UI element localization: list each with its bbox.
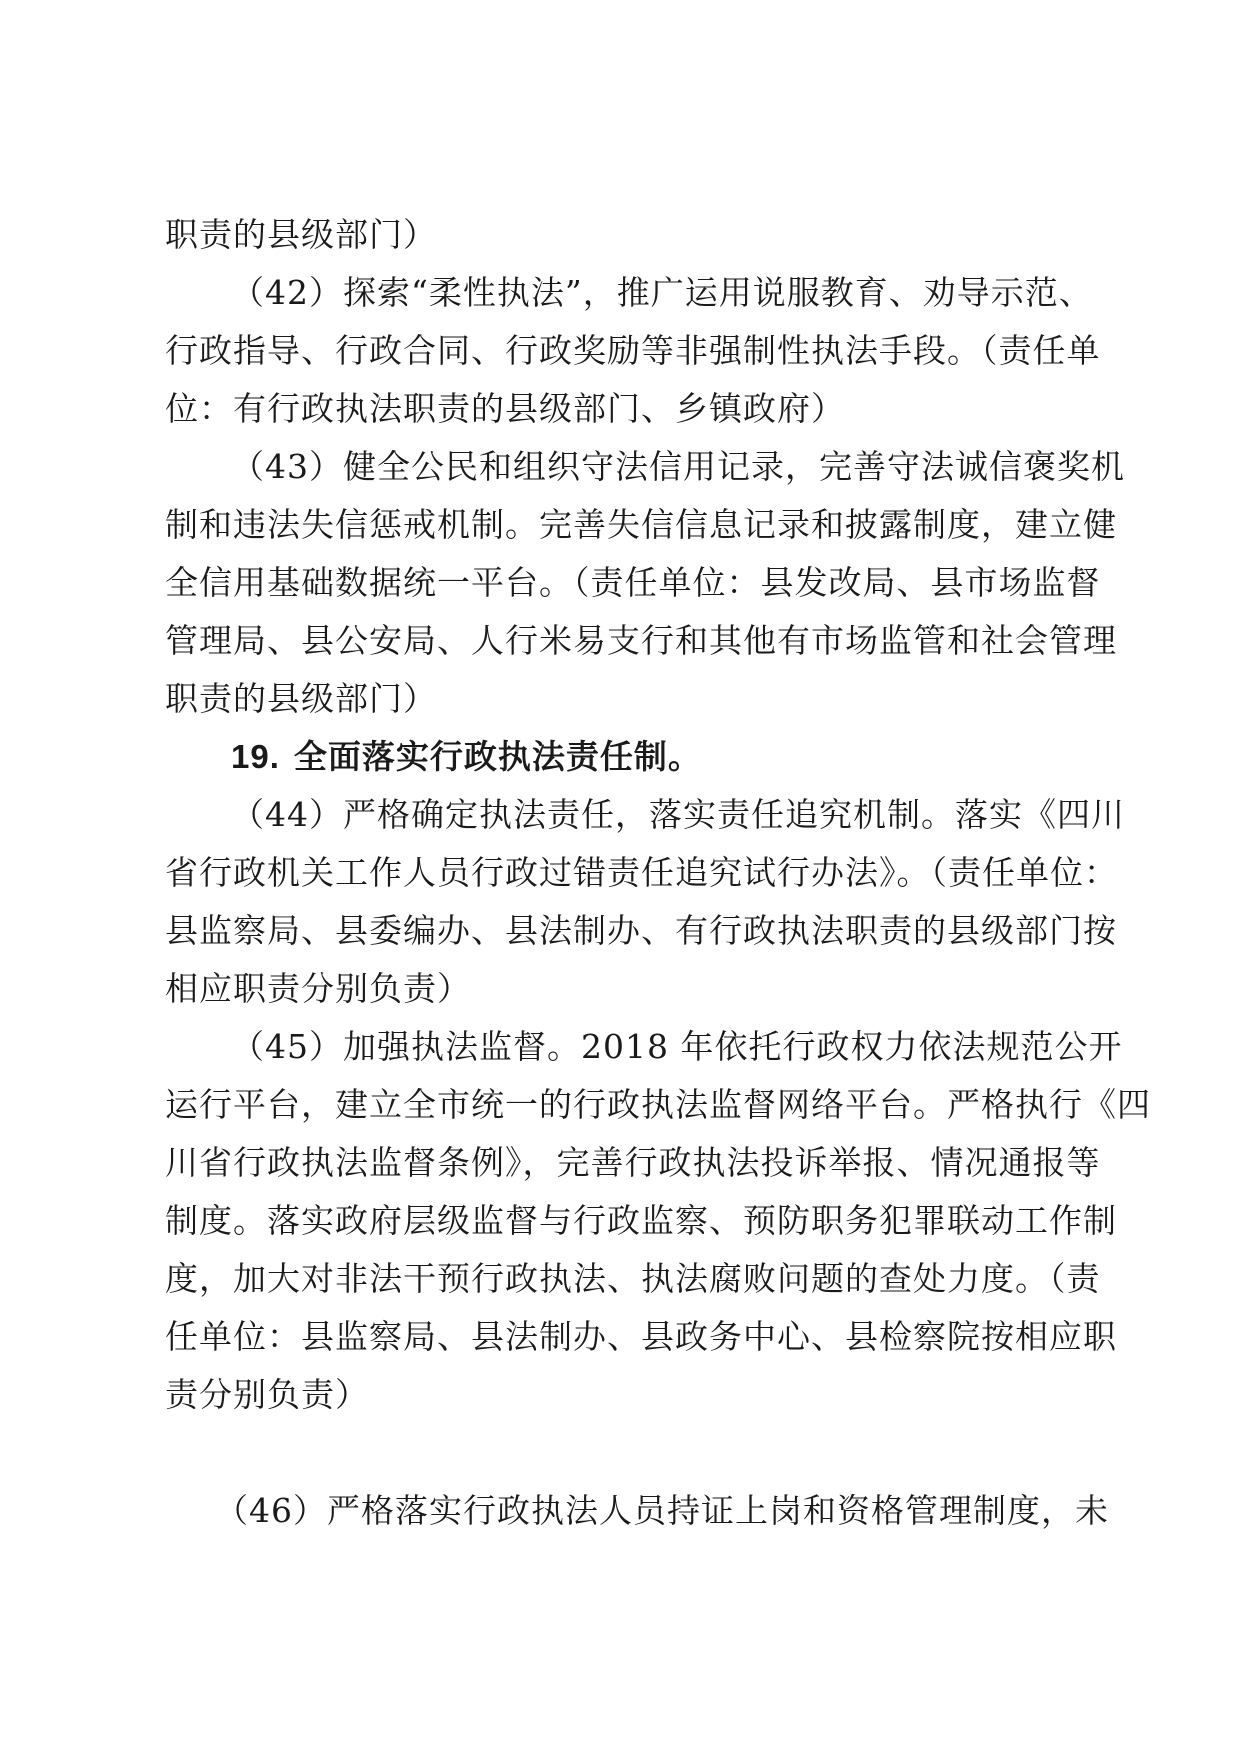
paragraph-line: 县监察局、县委编办、县法制办、有行政执法职责的县级部门按	[165, 911, 1117, 950]
paragraph-line: 运行平台，建立全市统一的行政执法监督网络平台。严格执行《四	[165, 1085, 1151, 1124]
paragraph-line: 川省行政执法监督条例》，完善行政执法投诉举报、情况通报等	[165, 1143, 1101, 1182]
paragraph-line: 责分别负责）	[165, 1375, 369, 1414]
paragraph-line: 管理局、县公安局、人行米易支行和其他有市场监管和社会管理	[165, 621, 1117, 660]
paragraph-line: 职责的县级部门）	[165, 679, 437, 718]
paragraph-line: 制和违法失信惩戒机制。完善失信信息记录和披露制度，建立健	[165, 505, 1117, 544]
paragraph-line: 任单位：县监察局、县法制办、县政务中心、县检察院按相应职	[165, 1317, 1117, 1356]
paragraph-line: 制度。落实政府层级监督与行政监察、预防职务犯罪联动工作制	[165, 1201, 1117, 1240]
paragraph-line: 行政指导、行政合同、行政奖励等非强制性执法手段。（责任单	[165, 331, 1101, 370]
paragraph-line: 位：有行政执法职责的县级部门、乡镇政府）	[165, 389, 845, 428]
paragraph-line: （43）健全公民和组织守法信用记录，完善守法诚信褒奖机	[231, 447, 1125, 486]
paragraph-line: （42）探索“柔性执法”，推广运用说服教育、劝导示范、	[231, 273, 1093, 312]
paragraph-line: 职责的县级部门）	[165, 215, 437, 254]
section-heading	[231, 1423, 245, 1483]
paragraph-line: （46）严格落实行政执法人员持证上岗和资格管理制度，未	[215, 1491, 1109, 1530]
paragraph-line: （45）加强执法监督。2018 年依托行政权力依法规范公开	[231, 1027, 1123, 1066]
paragraph-line: 度，加大对非法干预行政执法、执法腐败问题的查处力度。（责	[165, 1259, 1101, 1298]
section-heading	[231, 727, 702, 787]
paragraph-line: （44）严格确定执法责任，落实责任追究机制。落实《四川	[231, 795, 1125, 834]
paragraph-line: 全信用基础数据统一平台。（责任单位：县发改局、县市场监督	[165, 563, 1101, 602]
paragraph-line: 相应职责分别负责）	[165, 969, 471, 1008]
paragraph-line: 省行政机关工作人员行政过错责任追究试行办法》。（责任单位：	[165, 853, 1118, 892]
section-title: 全面落实行政执法责任制。	[293, 737, 702, 776]
section-number: 19.	[231, 738, 280, 775]
